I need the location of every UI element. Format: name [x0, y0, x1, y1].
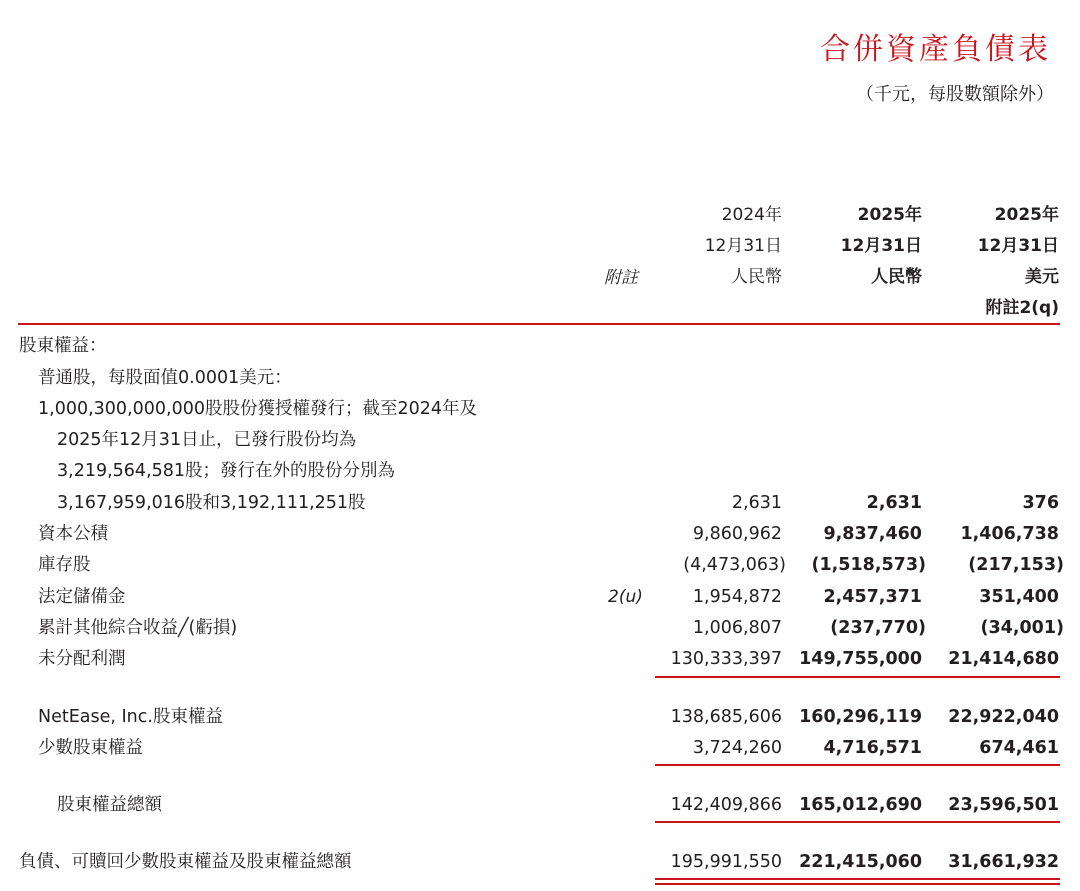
ordinary-row-4	[0, 456, 1080, 487]
apic-label: 資本公積	[38, 524, 108, 544]
total-equity-label: 股東權益總額	[57, 795, 162, 815]
ordinary-row-3	[0, 425, 1080, 456]
aoci-row	[0, 613, 1080, 644]
total-equity-2024-rmb: 142,409,866	[670, 795, 782, 815]
col1-year: 2024年	[721, 205, 782, 225]
aoci-2025-usd: (34,001)	[980, 618, 1064, 638]
ordinary-2025-usd: 376	[1022, 493, 1059, 513]
total-liab-equity-2025-usd: 31,661,932	[948, 852, 1059, 872]
statutory-note-ref: 2(u)	[608, 587, 643, 607]
col3-date: 12月31日	[977, 236, 1059, 256]
col2-date: 12月31日	[840, 236, 922, 256]
page-subtitle: （千元，每股數額除外）	[856, 84, 1054, 105]
apic-2025-usd: 1,406,738	[960, 524, 1059, 544]
statutory-2025-rmb: 2,457,371	[823, 587, 922, 607]
ordinary-2024-rmb: 2,631	[731, 493, 782, 513]
total-equity-row	[0, 790, 1080, 821]
total-divider-top	[655, 878, 1060, 880]
apic-2025-rmb: 9,837,460	[823, 524, 922, 544]
subtotal-divider-1	[655, 676, 1060, 678]
ordinary-label-3: 2025年12月31日止，已發行股份均為	[57, 430, 357, 450]
total-liab-equity-2024-rmb: 195,991,550	[670, 852, 782, 872]
retained-2025-usd: 21,414,680	[948, 649, 1059, 669]
statutory-2024-rmb: 1,954,872	[692, 587, 782, 607]
ordinary-label-1: 普通股，每股面值0.0001美元：	[38, 368, 292, 388]
col1-date: 12月31日	[704, 236, 782, 256]
aoci-2025-rmb: (237,770)	[830, 618, 926, 638]
treasury-label: 庫存股	[38, 555, 91, 575]
minority-row	[0, 733, 1080, 764]
col2-header	[841, 200, 922, 293]
minority-2025-usd: 674,461	[979, 738, 1059, 758]
minority-2025-rmb: 4,716,571	[823, 738, 922, 758]
ordinary-label-2: 1,000,300,000,000股股份獲授權發行；截至2024年及	[38, 399, 478, 419]
treasury-2025-usd: (217,153)	[968, 555, 1064, 575]
treasury-2024-rmb: (4,473,063)	[683, 555, 786, 575]
equity-heading-row	[0, 331, 1080, 362]
apic-2024-rmb: 9,860,962	[692, 524, 782, 544]
netease-equity-2025-usd: 22,922,040	[948, 707, 1059, 727]
retained-2024-rmb: 130,333,397	[670, 649, 782, 669]
col3-currency: 美元	[1025, 267, 1059, 287]
total-liab-equity-label: 負債、可贖回少數股東權益及股東權益總額	[19, 852, 352, 872]
statutory-2025-usd: 351,400	[979, 587, 1059, 607]
col1-header	[705, 200, 782, 293]
netease-equity-2024-rmb: 138,685,606	[670, 707, 782, 727]
netease-equity-label: NetEase, Inc.股東權益	[38, 707, 223, 727]
ordinary-row-5	[0, 488, 1080, 519]
aoci-2024-rmb: 1,006,807	[692, 618, 782, 638]
statutory-row	[0, 582, 1080, 613]
minority-2024-rmb: 3,724,260	[692, 738, 782, 758]
col2-currency: 人民幣	[871, 267, 922, 287]
statutory-label: 法定儲備金	[38, 587, 126, 607]
ordinary-row-2	[0, 394, 1080, 425]
col1-currency: 人民幣	[731, 267, 782, 287]
col2-year: 2025年	[857, 205, 922, 225]
col3-year: 2025年	[994, 205, 1059, 225]
ordinary-row-1	[0, 363, 1080, 394]
col3-header	[978, 200, 1059, 324]
retained-label: 未分配利潤	[38, 649, 126, 669]
total-liab-equity-row	[0, 847, 1080, 878]
header-divider	[18, 323, 1060, 325]
subtotal-divider-2	[655, 764, 1060, 766]
ordinary-label-4: 3,219,564,581股；發行在外的股份分別為	[57, 461, 396, 481]
minority-label: 少數股東權益	[38, 738, 143, 758]
apic-row	[0, 519, 1080, 550]
ordinary-2025-rmb: 2,631	[866, 493, 922, 513]
col3-note: 附註2(q)	[985, 298, 1059, 318]
total-liab-equity-2025-rmb: 221,415,060	[799, 852, 922, 872]
page-title: 合併資產負債表	[820, 32, 1051, 67]
netease-equity-2025-rmb: 160,296,119	[799, 707, 922, 727]
aoci-label: 累計其他綜合收益╱(虧損)	[38, 618, 238, 638]
ordinary-label-5: 3,167,959,016股和3,192,111,251股	[57, 493, 366, 513]
note-column-header: 附註	[604, 268, 638, 288]
treasury-row	[0, 550, 1080, 581]
total-equity-2025-usd: 23,596,501	[948, 795, 1059, 815]
total-equity-2025-rmb: 165,012,690	[799, 795, 922, 815]
netease-equity-row	[0, 702, 1080, 733]
retained-2025-rmb: 149,755,000	[799, 649, 922, 669]
retained-row	[0, 644, 1080, 675]
equity-heading: 股東權益：	[19, 336, 107, 356]
total-divider-bottom	[655, 883, 1060, 885]
subtotal-divider-3	[655, 821, 1060, 823]
treasury-2025-rmb: (1,518,573)	[811, 555, 926, 575]
